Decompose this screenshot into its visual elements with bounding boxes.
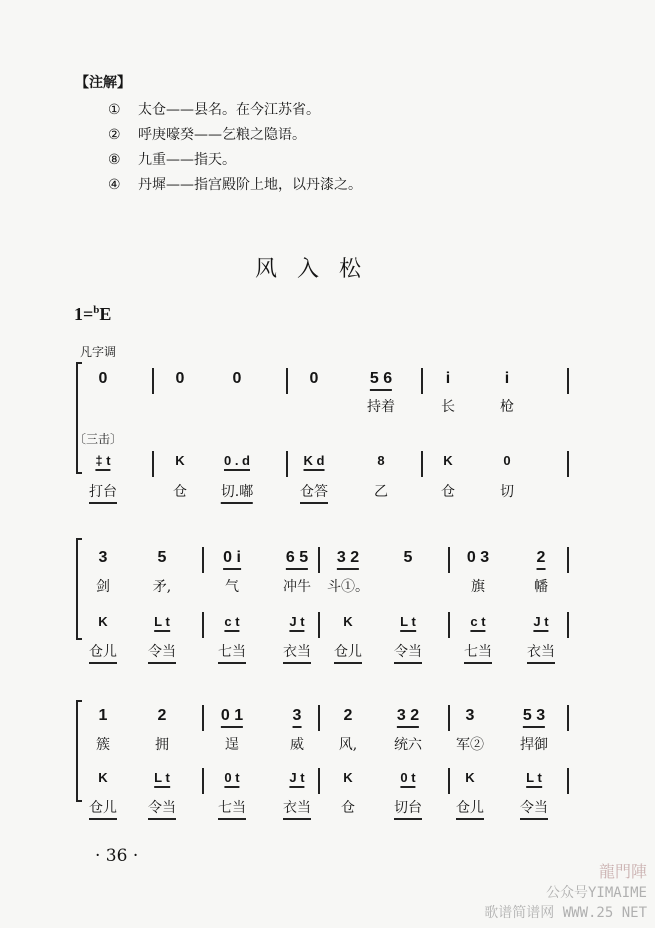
percussion: 0 xyxy=(503,453,511,468)
bar-line xyxy=(202,612,204,638)
lyric: 风, xyxy=(338,737,358,753)
lyric: 持着 xyxy=(367,399,395,415)
percussion: 8 xyxy=(377,453,385,468)
note: 3 xyxy=(465,707,475,724)
percussion-syllable: 仓 xyxy=(441,484,455,500)
percussion-syllable: 仓 xyxy=(173,484,187,500)
annotation-number: ⑧ xyxy=(108,152,121,168)
percussion-syllable: 七当 xyxy=(218,797,246,820)
bar-line xyxy=(286,368,288,394)
percussion: L t xyxy=(526,770,542,788)
song-title: 风入松 xyxy=(255,257,382,282)
percussion-syllable: 切.嘟 xyxy=(221,481,253,504)
annotation-item xyxy=(108,174,362,194)
lyric: 枪 xyxy=(500,399,514,415)
note: 3 xyxy=(293,707,302,728)
percussion-syllable: 仓儿 xyxy=(456,797,484,820)
note: 0 1 xyxy=(221,707,243,728)
percussion-syllable: 七当 xyxy=(464,641,492,664)
bar-line xyxy=(567,368,569,394)
bar-line xyxy=(152,451,154,477)
note: 0 xyxy=(232,370,242,387)
percussion: L t xyxy=(400,614,416,632)
note: 0 i xyxy=(223,549,241,570)
percussion: K xyxy=(175,453,185,468)
note: 0 xyxy=(309,370,319,387)
percussion-syllable: 切台 xyxy=(394,797,422,820)
lyric: 长 xyxy=(441,399,455,415)
percussion: K xyxy=(98,770,108,785)
key-prefix: 1= xyxy=(74,304,94,324)
percussion-syllable: 令当 xyxy=(148,797,176,820)
key-note: E xyxy=(99,304,112,324)
lyric: 簇 xyxy=(96,737,110,753)
annotation-item xyxy=(108,99,320,119)
bar-line xyxy=(448,612,450,638)
lyric: 威 xyxy=(290,737,304,753)
percussion-syllable: 令当 xyxy=(520,797,548,820)
mode-label: 凡字调 xyxy=(80,345,117,359)
percussion: K xyxy=(343,614,353,629)
percussion: 0 t xyxy=(224,770,239,788)
percussion-syllable: 切 xyxy=(500,484,514,500)
percussion: 0 t xyxy=(400,770,415,788)
bar-line xyxy=(202,705,204,731)
note: 2 xyxy=(343,707,353,724)
page-number: · 36 · xyxy=(95,846,139,866)
flat-sign: b xyxy=(93,304,100,316)
note: 5 xyxy=(157,549,167,566)
lyric: 拥 xyxy=(155,737,169,753)
annotation-number: ① xyxy=(108,102,121,118)
percussion-syllable: 七当 xyxy=(218,641,246,664)
bar-line xyxy=(448,768,450,794)
percussion-syllable: 令当 xyxy=(148,641,176,664)
note: i xyxy=(445,370,451,387)
note: 6 5 xyxy=(286,549,308,570)
annotation-text: 九重——指天。 xyxy=(138,152,236,168)
percussion: K xyxy=(465,770,475,785)
percussion-syllable: 打台 xyxy=(89,481,117,504)
note: 0 3 xyxy=(466,549,490,566)
key-signature xyxy=(74,304,111,325)
percussion: L t xyxy=(154,770,170,788)
annotation-number: ④ xyxy=(108,177,121,193)
bar-line xyxy=(202,547,204,573)
percussion-syllable: 衣当 xyxy=(283,797,311,820)
note: 5 3 xyxy=(523,707,545,728)
bar-line xyxy=(318,547,320,573)
system-bracket xyxy=(76,538,82,640)
lyric: 捍御 xyxy=(520,737,548,753)
percussion: c t xyxy=(224,614,239,632)
bar-line xyxy=(421,368,423,394)
bar-line xyxy=(318,612,320,638)
annotation-item xyxy=(108,124,306,144)
annotation-item xyxy=(108,149,236,169)
percussion: 0 . d xyxy=(224,453,250,471)
watermark xyxy=(484,859,647,922)
bar-line xyxy=(567,705,569,731)
watermark-logo: 龍門陣 xyxy=(598,862,647,881)
note: 3 2 xyxy=(397,707,419,728)
percussion-syllable: 令当 xyxy=(394,641,422,664)
annotation-number: ② xyxy=(108,127,121,143)
bar-line xyxy=(318,705,320,731)
lyric: 气 xyxy=(225,579,239,595)
percussion: J t xyxy=(289,614,304,632)
lyric: 矛, xyxy=(152,579,172,595)
bar-line xyxy=(286,451,288,477)
lyric: 军② xyxy=(456,737,484,753)
percussion-syllable: 仓 xyxy=(341,800,355,816)
percussion-syllable: 仓儿 xyxy=(334,641,362,664)
annotation-text: 丹墀——指宫殿阶上地，以丹漆之。 xyxy=(138,177,362,193)
bar-line xyxy=(202,768,204,794)
note: 5 xyxy=(403,549,413,566)
bar-line xyxy=(567,612,569,638)
watermark-line1: 公众号YIMAIME xyxy=(545,885,647,901)
note: 5 6 xyxy=(370,370,392,391)
bar-line xyxy=(152,368,154,394)
percussion: K xyxy=(98,614,108,629)
percussion: c t xyxy=(470,614,485,632)
annotation-text: 太仓——县名。在今江苏省。 xyxy=(138,102,320,118)
percussion-syllable: 仓儿 xyxy=(89,641,117,664)
percussion: K d xyxy=(304,453,325,471)
bar-line xyxy=(567,547,569,573)
system-bracket xyxy=(76,700,82,802)
percussion-syllable: 乙 xyxy=(374,484,388,500)
note: 2 xyxy=(537,549,546,570)
note: i xyxy=(504,370,510,387)
percussion-syllable: 仓儿 xyxy=(89,797,117,820)
lyric: 剑 xyxy=(96,579,110,595)
note: 1 xyxy=(98,707,108,724)
note: 3 xyxy=(98,549,108,566)
percussion-label: 〔三击〕 xyxy=(74,432,123,446)
lyric: 幡 xyxy=(534,579,548,595)
bar-line xyxy=(448,547,450,573)
percussion-syllable: 衣当 xyxy=(527,641,555,664)
bar-line xyxy=(567,768,569,794)
note: 2 xyxy=(157,707,167,724)
percussion: ‡ t xyxy=(95,453,110,471)
note: 3 2 xyxy=(337,549,359,570)
lyric: 逞 xyxy=(225,737,239,753)
lyric: 斗①。 xyxy=(327,579,369,595)
annotation-text: 呼庚嚎癸——乞粮之隐语。 xyxy=(138,127,306,143)
lyric: 冲牛 xyxy=(283,579,311,595)
bar-line xyxy=(318,768,320,794)
lyric: 旗 xyxy=(471,579,485,595)
lyric: 统六 xyxy=(394,737,422,753)
bar-line xyxy=(567,451,569,477)
bar-line xyxy=(421,451,423,477)
percussion: K xyxy=(343,770,353,785)
bar-line xyxy=(448,705,450,731)
note: 0 xyxy=(98,370,108,387)
note: 0 xyxy=(175,370,185,387)
watermark-line2: 歌谱简谱网 WWW.25 NET xyxy=(484,905,647,921)
percussion: J t xyxy=(533,614,548,632)
percussion-syllable: 衣当 xyxy=(283,641,311,664)
percussion: L t xyxy=(154,614,170,632)
percussion: K xyxy=(443,453,453,468)
system-bracket xyxy=(76,362,82,474)
percussion-syllable: 仓答 xyxy=(300,481,328,504)
annotations-heading: 【注解】 xyxy=(75,75,131,91)
percussion: J t xyxy=(289,770,304,788)
